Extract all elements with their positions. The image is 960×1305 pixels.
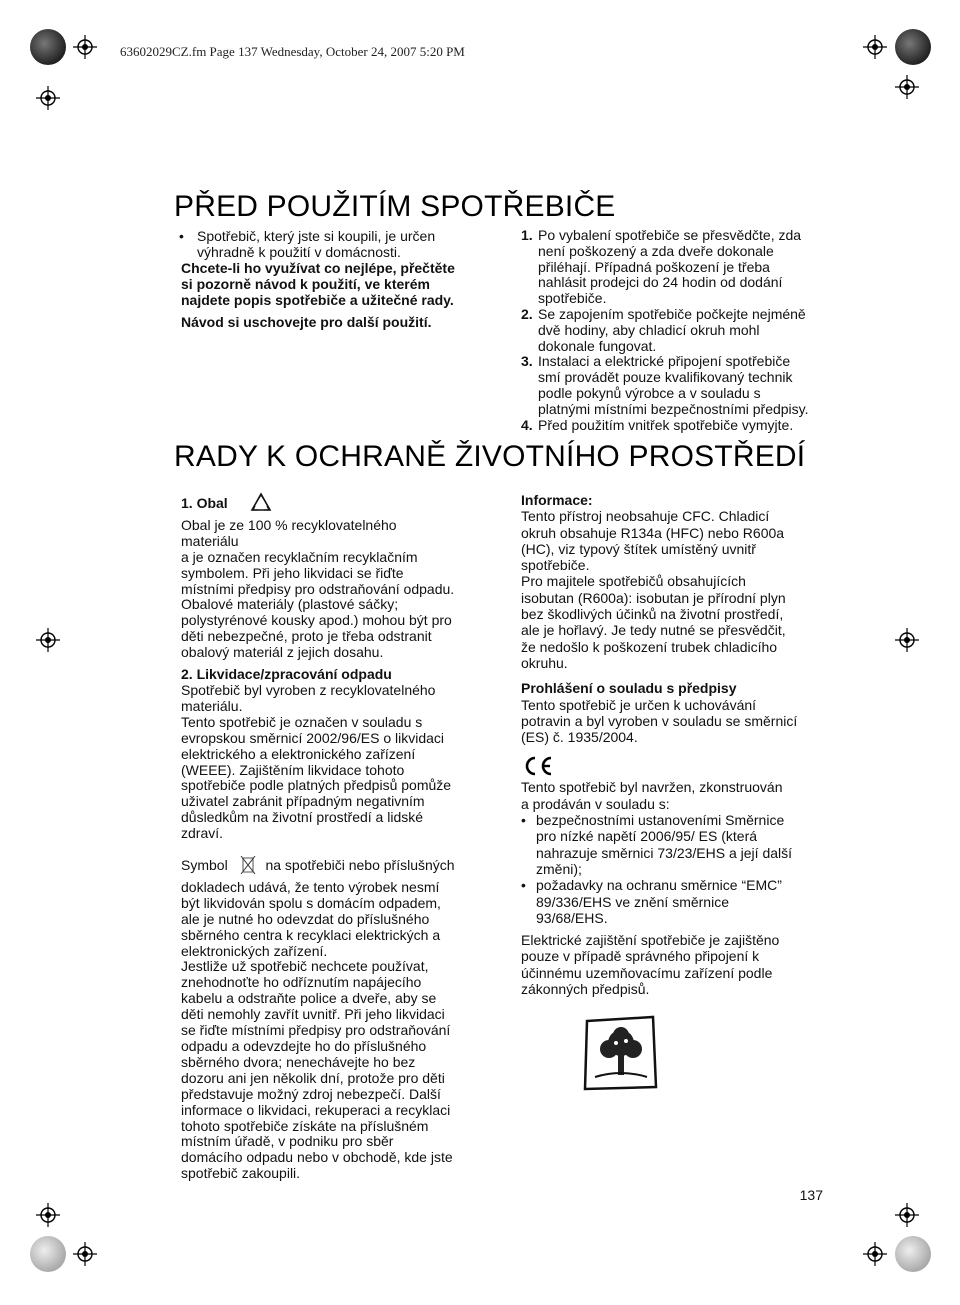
info-text-line: bez škodlivých účinků na životní prostředí,	[521, 606, 784, 623]
symbol-text-line: odpadu a odevzdejte ho do příslušného	[181, 1038, 427, 1054]
likvidace-heading: 2. Likvidace/zpracování odpadu	[181, 666, 392, 683]
conformity-list-line: změni);	[536, 860, 582, 877]
info-text-line: Pro majitele spotřebičů obsahujících	[521, 573, 746, 590]
step-text-line: nahlásit prodejci do 24 hodin od dodání	[538, 274, 783, 291]
conformity-heading: Prohlášení o souladu s předpisy	[521, 680, 737, 697]
intro-bold: Chcete-li ho využívat co nejlépe, přečtěte si pozorně návod k použití, ve kterém najdete popis spotřebiče a užitečné rady. Návod si uschovejte pro další použití.	[181, 260, 455, 330]
obal-text-line: symbolem. Při jeho likvidaci se řiďte	[181, 564, 404, 581]
obal-text-line: polystyrénové kousky apod.) mohou být pro	[181, 612, 452, 629]
info-heading: Informace:	[521, 492, 593, 508]
likvidace-text-line: elektrického a elektronického zařízení	[181, 745, 416, 762]
ce-mark-icon	[521, 755, 821, 777]
obal-text-line: místními předpisy pro odstraňování odpadu.	[181, 580, 455, 597]
conformity-list-line: požadavky na ochranu směrnice “EMC”	[536, 877, 782, 894]
crossed-bin-icon	[240, 854, 256, 880]
environment-right-column	[521, 492, 821, 1093]
likvidace-text-line: uživatel zabránit případným negativním	[181, 793, 425, 810]
conformity-text-line: Tento spotřebič je určen k uchovávání	[521, 696, 757, 713]
step-item	[521, 228, 826, 307]
step-item	[521, 307, 826, 354]
symbol-text-line: sběrného centra k recyklaci elektrických a	[181, 926, 441, 943]
obal-text-line: a je označen recyklačním recyklačním	[181, 548, 418, 565]
file-header: 63602029CZ.fm Page 137 Wednesday, October 24, 2007 5:20 PM	[120, 44, 465, 59]
steps-list	[521, 228, 826, 433]
obal-text-line: Obalové materiály (plastové sáčky;	[181, 596, 399, 613]
design-text-line: Tento spotřebič byl navržen, zkonstruován	[521, 779, 783, 796]
info-text-line: ale je hořlavý. Je tedy nutné se přesvědčit,	[521, 622, 786, 639]
likvidace-text-line: evropskou směrnicí 2002/96/ES o likvidaci	[181, 729, 445, 746]
info-text-line: (HC), viz typový štítek umístěný uvnitř	[521, 540, 756, 557]
symbol-text-line: dozoru ani jen několik dní, protože pro děti	[181, 1069, 445, 1086]
symbol-text-line: kabelu a odstraňte police a dveře, aby se	[181, 990, 437, 1007]
intro-bullet: • Spotřebič, který jste si koupili, je určen výhradně k použití v domácnosti.	[176, 228, 476, 260]
symbol-text-line: informace o likvidaci, rekuperaci a recyklaci	[181, 1101, 451, 1118]
registration-mark-icon	[36, 628, 60, 652]
symbol-text-line: se řiďte místními předpisy pro odstraňování	[181, 1022, 451, 1039]
symbol-text-line: znehodnoťte ho odříznutím napájecího	[181, 974, 422, 991]
step-text-line: Se zapojením spotřebiče počkejte nejméně	[538, 305, 806, 322]
info-text-line: že nedošlo k poškození trubek chladicího	[521, 638, 778, 655]
registration-mark-icon	[73, 35, 97, 59]
info-text-line: okruhu.	[521, 654, 568, 671]
page-number: 137	[799, 1187, 823, 1203]
obal-text-line: obalový materiál z jejich dosahu.	[181, 644, 384, 661]
obal-text-line: Obal je ze 100 % recyklovatelného	[181, 516, 397, 533]
likvidace-text-line: důsledkům na životní prostředí a lidské	[181, 809, 424, 826]
symbol-text-line: tohoto spotřebiče získáte na příslušném	[181, 1117, 429, 1134]
info-text-line: Tento přístroj neobsahuje CFC. Chladicí	[521, 508, 770, 525]
info-text-line: spotřebiče.	[521, 557, 590, 574]
info-text-line: isobutan (R600a): isobutan je přírodní plyn	[521, 589, 786, 606]
symbol-text-line: být likvidován spolu s domácím odpadem,	[181, 894, 441, 911]
conformity-list-line: nahrazuje směrnici 73/23/EHS a její další	[536, 844, 793, 861]
safety-text-line: účinnému uzemňovacímu zařízení podle	[521, 964, 773, 981]
registration-mark-icon	[36, 1203, 60, 1227]
conformity-list-line: 93/68/EHS.	[536, 909, 608, 926]
symbol-text-line: elektronických zařízení.	[181, 942, 328, 959]
conformity-text-line: (ES) č. 1935/2004.	[521, 729, 638, 746]
registration-disc	[30, 29, 66, 65]
registration-disc	[895, 1236, 931, 1272]
step-number: 1.	[521, 227, 533, 243]
safety-text-line: pouze v případě správného připojení k	[521, 948, 760, 965]
environment-left-column	[181, 492, 471, 1182]
symbol-text-line: místním úřadě, v podniku pro sběr	[181, 1133, 394, 1150]
conformity-list-line: bezpečnostními ustanoveními Směrnice	[536, 812, 785, 829]
safety-text-line: Elektrické zajištění spotřebiče je zajištěno	[521, 932, 780, 949]
step-text-line: dvě hodiny, aby chladicí okruh mohl	[538, 321, 760, 338]
step-text-line: přiléhají. Případná poškození je třeba	[538, 258, 770, 275]
registration-mark-icon	[863, 1242, 887, 1266]
step-number: 4.	[521, 416, 533, 433]
likvidace-text-line: spotřebiče podle platných předpisů pomůže	[181, 777, 452, 794]
symbol-text-line: spotřebič zakoupili.	[181, 1165, 301, 1182]
likvidace-text-line: materiálu.	[181, 697, 243, 714]
design-text-line: a prodáván v souladu s:	[521, 795, 670, 812]
symbol-text-line: ale je nutné ho odevzdat do příslušného	[181, 910, 430, 927]
likvidace-text-line: Spotřebič byl vyroben z recyklovatelného	[181, 681, 436, 698]
conformity-list	[521, 812, 821, 926]
safety-text-line: zákonných předpisů.	[521, 981, 650, 998]
step-text-line: dokonale fungovat.	[538, 337, 657, 354]
conformity-list-line: pro nízké napětí 2006/95/ ES (která	[536, 828, 758, 845]
section-title-before-use: PŘED POUŽITÍM SPOTŘEBIČE	[174, 190, 616, 223]
section-title-environment: RADY K OCHRANĚ ŽIVOTNÍHO PROSTŘEDÍ	[174, 440, 806, 473]
obal-text-line: materiálu	[181, 532, 239, 549]
obal-heading: 1. Obal	[181, 492, 471, 518]
step-item	[521, 418, 826, 434]
step-text-line: Po vybalení spotřebiče se přesvědčte, zda	[538, 227, 802, 243]
step-text-line: Instalaci a elektrické připojení spotřebiče	[538, 353, 791, 370]
info-text-line: okruh obsahuje R134a (HFC) nebo R600a	[521, 524, 785, 541]
step-number: 3.	[521, 353, 533, 370]
symbol-text-line: děti nemohly zavřít uvnitř. Při jeho likvidaci	[181, 1006, 445, 1023]
intro-block	[176, 228, 476, 330]
conformity-text-line: potravin a byl vyroben v souladu se směrnicí	[521, 712, 798, 729]
registration-mark-icon	[863, 35, 887, 59]
step-text-line: spotřebiče.	[538, 290, 607, 307]
symbol-text-line: dokladech udává, že tento výrobek nesmí	[181, 878, 440, 895]
recycle-icon	[248, 492, 274, 518]
step-item	[521, 354, 826, 417]
conformity-list-line: 89/336/EHS ve znění směrnice	[536, 893, 729, 910]
symbol-text-line: představuje možný zdroj nebezpečí. Další	[181, 1085, 441, 1102]
registration-mark-icon	[895, 75, 919, 99]
likvidace-text-line: (WEEE). Zajištěním likvidace tohoto	[181, 761, 405, 778]
step-text-line: podle pokynů výrobce a v souladu s	[538, 384, 761, 401]
step-text-line: Před použitím vnitřek spotřebiče vymyjte.	[538, 416, 794, 433]
registration-disc	[895, 29, 931, 65]
registration-mark-icon	[36, 86, 60, 110]
obal-text-line: děti nebezpečné, proto je třeba odstranit	[181, 628, 432, 645]
registration-mark-icon	[895, 628, 919, 652]
step-number: 2.	[521, 305, 533, 322]
registration-mark-icon	[73, 1242, 97, 1266]
symbol-line: Symbol na spotřebiči nebo příslušných	[181, 854, 471, 880]
step-text-line: smí provádět pouze kvalifikovaný technik	[538, 369, 793, 386]
registration-disc	[30, 1236, 66, 1272]
tree-eco-icon	[581, 1013, 661, 1093]
likvidace-text-line: Tento spotřebič je označen v souladu s	[181, 713, 423, 730]
conformity-list-item	[521, 812, 821, 877]
symbol-text-line: sběrného dvora; nenechávejte ho bez	[181, 1053, 416, 1070]
step-text-line: není poškozený a zda dveře dokonale	[538, 242, 774, 259]
likvidace-text-line: zdraví.	[181, 825, 224, 842]
conformity-list-item	[521, 877, 821, 926]
symbol-text-line: Jestliže už spotřebič nechcete používat,	[181, 958, 429, 975]
registration-mark-icon	[895, 1203, 919, 1227]
step-text-line: platnými místními bezpečnostními předpisy.	[538, 400, 809, 417]
symbol-text-line: domácího odpadu nebo v obchodě, kde jste	[181, 1149, 453, 1166]
